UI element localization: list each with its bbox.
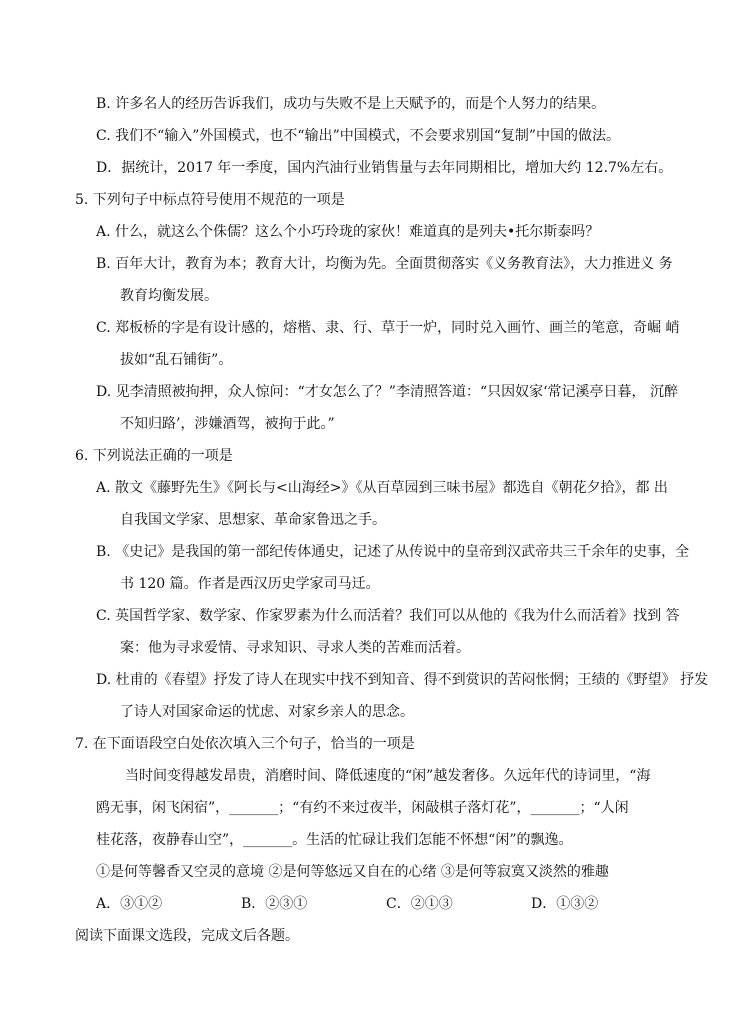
q6-option-b-cont: 书 120 篇。作者是西汉历史学家司马迁。 xyxy=(120,576,380,592)
q6-option-d: D. 杜甫的《春望》抒发了诗人在现实中找不到知音、得不到赏识的苦闷怅惘；王绩的《野望》 抒发 xyxy=(96,672,709,688)
q4-option-b: B. 许多名人的经历告诉我们，成功与失败不是上天赋予的，而是个人努力的结果。 xyxy=(96,96,606,112)
q5-option-c-cont: 拔如“乱石铺街”。 xyxy=(120,352,233,368)
q6-option-d-cont: 了诗人对国家命运的忧虑、对家乡亲人的思念。 xyxy=(120,704,414,720)
q7-sentence-options: ①是何等馨香又空灵的意境 ②是何等悠远又自在的心绪 ③是何等寂寞又淡然的雅趣 xyxy=(96,864,609,880)
q4-option-c: C. 我们不“输入”外国模式，也不“输出”中国模式，不会要求别国“复制”中国的做法。 xyxy=(96,128,621,144)
q5-option-b-cont: 教育均衡发展。 xyxy=(120,288,218,304)
question-5-stem: 5. 下列句子中标点符号使用不规范的一项是 xyxy=(75,192,345,208)
q5-option-d: D. 见李清照被拘押，众人惊问：“才女怎么了？”李清照答道：“只因奴家‘常记溪亭日暮， 沉醉 xyxy=(96,384,678,400)
q5-option-b: B. 百年大计，教育为本；教育大计，均衡为先。全面贯彻落实《义务教育法》，大力推进义 务 xyxy=(96,256,673,272)
q7-passage-line-2: 鸥无事，闲飞闲宿”，_______；“有约不来过夜半，闲敲棋子落灯花”，_______；“人闲 xyxy=(96,800,629,816)
choice-b: B．②③① xyxy=(241,896,308,912)
q7-passage-line-3: 桂花落，夜静春山空”，_______。生活的忙碌让我们怎能不怀想“闲”的飘逸。 xyxy=(96,832,573,848)
q6-option-c: C. 英国哲学家、数学家、作家罗素为什么而活着？我们可以从他的《我为什么而活着》找到 答 xyxy=(96,608,680,624)
q4-option-d: D．据统计，2017 年一季度，国内汽油行业销售量与去年同期相比，增加大约 12.7%左右。 xyxy=(96,160,673,176)
question-7-stem: 7. 在下面语段空白处依次填入三个句子，恰当的一项是 xyxy=(75,736,415,752)
q6-option-a: A. 散文《藤野先生》《阿长与<山海经>》《从百草园到三味书屋》都选自《朝花夕拾》，都 出 xyxy=(96,480,668,496)
q6-option-c-cont: 案：他为寻求爱情、寻求知识、寻求人类的苦难而活着。 xyxy=(120,640,470,656)
choice-d: D．①③② xyxy=(531,896,599,912)
q6-option-b: B. 《史记》是我国的第一部纪传体通史，记述了从传说中的皇帝到汉武帝共三千余年的史事，全 xyxy=(96,544,690,560)
q5-option-c: C. 郑板桥的字是有设计感的，熔楷、隶、行、草于一炉，同时兑入画竹、画兰的笔意，奇崛 峭 xyxy=(96,320,680,336)
reading-instruction: 阅读下面课文选段，完成文后各题。 xyxy=(75,928,299,944)
q5-option-d-cont: 不知归路’，涉嫌酒驾，被拘于此。” xyxy=(120,416,335,432)
choice-c: C．②①③ xyxy=(386,896,453,912)
question-6-stem: 6. 下列说法正确的一项是 xyxy=(75,448,233,464)
q6-option-a-cont: 自我国文学家、思想家、革命家鲁迅之手。 xyxy=(120,512,386,528)
q7-answer-choices xyxy=(96,894,598,914)
q5-option-a: A. 什么，就这么个侏儒？这么个小巧玲珑的家伙！难道真的是列夫•托尔斯泰吗？ xyxy=(96,224,600,240)
choice-a: A．③①② xyxy=(96,896,163,912)
q7-passage-line-1: 当时间变得越发昂贵，消磨时间、降低速度的“闲”越发奢侈。久远年代的诗词里，“海 xyxy=(125,768,651,784)
